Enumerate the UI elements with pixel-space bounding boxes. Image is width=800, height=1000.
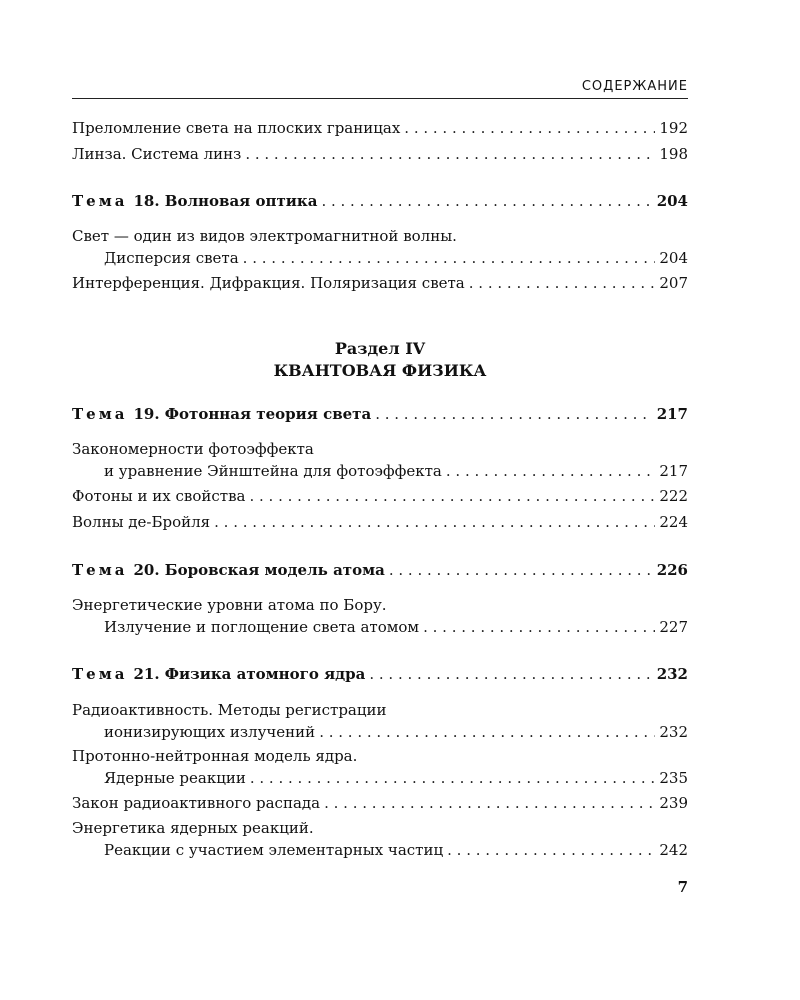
toc-entry-title: Ядерные реакции [104,769,246,787]
toc-entry-page: 224 [659,513,688,531]
toc-entry-page: 207 [659,274,688,292]
toc-entry-page: 242 [659,841,688,859]
toc-leader [321,191,652,211]
toc-theme-title: 19. Фотонная теория света [133,405,372,423]
toc-entry[interactable] [72,793,688,813]
toc-entry-title: и уравнение Эйнштейна для фотоэффекта [104,462,442,480]
toc-entry[interactable] [72,273,688,293]
toc-entry[interactable] [104,768,688,788]
toc-leader [375,404,653,424]
toc-entry-page: 227 [659,618,688,636]
toc-entry-first-line[interactable]: Энергетика ядерных реакций. [72,819,314,837]
toc-theme-entry[interactable] [72,191,688,211]
toc-leader [214,512,655,532]
toc-entry[interactable] [72,118,688,138]
toc-leader [404,118,655,138]
toc-entry-page: 235 [659,769,688,787]
toc-entry-page: 217 [656,405,688,423]
toc-theme-entry[interactable] [72,664,688,684]
toc-leader [423,617,655,637]
toc-entry-title: ионизирующих излучений [104,723,316,741]
toc-entry[interactable] [104,840,688,860]
running-header: СОДЕРЖАНИЕ [581,79,688,94]
toc-leader [250,768,656,788]
toc-entry[interactable] [104,617,688,637]
toc-entry[interactable] [72,144,688,164]
toc-entry-title: Волны де-Бройля [72,513,211,531]
theme-word: Тема [72,405,128,423]
toc-entry-page: 198 [659,145,688,163]
header-rule [72,98,688,99]
toc-leader [243,248,656,268]
toc-entry[interactable] [104,461,688,481]
toc-entry-title: Дисперсия света [104,249,239,267]
theme-word: Тема [72,561,128,579]
toc-entry-title: Преломление света на плоских границах [72,119,401,137]
toc-leader [319,722,655,742]
toc-entry-page: 217 [659,462,688,480]
toc-entry-page: 222 [659,487,688,505]
toc-entry-title: Фотоны и их свойства [72,487,246,505]
toc-entry-title: Реакции с участием элементарных частиц [104,841,444,859]
toc-entry-title: Закон радиоактивного распада [72,794,321,812]
toc-entry-page: 204 [656,192,688,210]
toc-theme-title: 21. Физика атомного ядра [133,665,366,683]
toc-theme-title: 20. Боровская модель атома [133,561,385,579]
toc-leader [249,486,655,506]
toc-entry-title: Излучение и поглощение света атомом [104,618,420,636]
toc-entry-page: 232 [656,665,688,683]
toc-theme-entry[interactable] [72,404,688,424]
toc-leader [469,273,656,293]
toc-entry-title: Линза. Система линз [72,145,242,163]
toc-entry[interactable] [72,486,688,506]
toc-entry-page: 232 [659,723,688,741]
toc-entry-first-line[interactable]: Свет — один из видов электромагнитной волны. [72,227,457,245]
toc-entry-first-line[interactable]: Протонно-нейтронная модель ядра. [72,747,358,765]
toc-entry-first-line[interactable]: Закономерности фотоэффекта [72,440,314,458]
toc-entry-title: Интерференция. Дифракция. Поляризация света [72,274,465,292]
toc-entry-page: 192 [659,119,688,137]
toc-entry[interactable] [104,248,688,268]
toc-theme-entry[interactable] [72,560,688,580]
toc-leader [245,144,655,164]
toc-leader [324,793,655,813]
toc-leader [389,560,653,580]
section-title: КВАНТОВАЯ ФИЗИКА [273,361,487,380]
toc-entry-page: 204 [659,249,688,267]
toc-entry-page: 239 [659,794,688,812]
theme-word: Тема [72,192,128,210]
section-label: Раздел IV [334,339,426,358]
toc-entry[interactable] [72,512,688,532]
theme-word: Тема [72,665,128,683]
toc-entry-first-line[interactable]: Радиоактивность. Методы регистрации [72,701,387,719]
toc-entry-first-line[interactable]: Энергетические уровни атома по Бору. [72,596,387,614]
toc-entry-page: 226 [656,561,688,579]
toc-theme-title: 18. Волновая оптика [133,192,318,210]
page-number: 7 [677,878,688,896]
toc-leader [447,840,655,860]
toc-leader [369,664,652,684]
toc-entry[interactable] [104,722,688,742]
toc-leader [446,461,655,481]
